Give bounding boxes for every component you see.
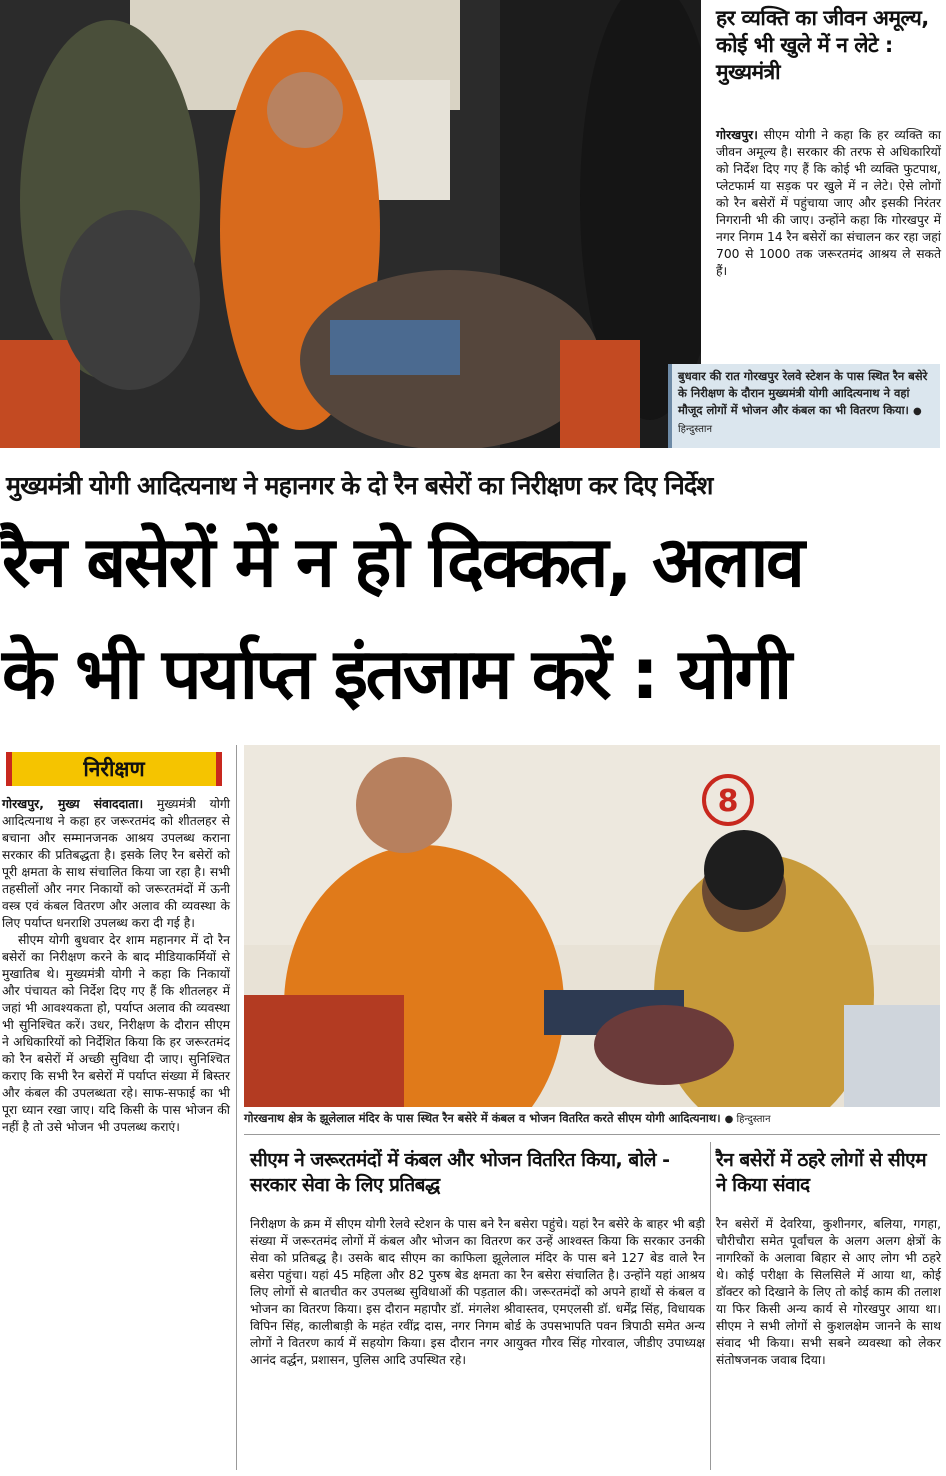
second-photo [244,745,940,1107]
caption-divider [244,1134,940,1135]
second-caption-credit: ● हिन्दुस्तान [724,1114,771,1125]
column-divider-left [236,745,237,1470]
second-caption-text: गोरखनाथ क्षेत्र के झूलेलाल मंदिर के पास स्थित रैन बसेरे में कंबल व भोजन वितरित करते सीएम योगी आदित्यनाथ। [244,1111,721,1125]
left-column-body [2,796,230,1136]
second-photo-illustration [244,745,940,1107]
top-caption-text: बुधवार की रात गोरखपुर रेलवे स्टेशन के पास स्थित रैन बसेरे के निरीक्षण के दौरान मुख्यमंत्री योगी आदित्यनाथ ने वहां मौजूद लोगों में भोजन और कंबल का भी वितरण किया। [678,369,928,417]
main-headline-line2: के भी पर्याप्त इंतजाम करें : योगी [2,633,790,715]
story2-body: निरीक्षण के क्रम में सीएम योगी रेलवे स्टेशन के पास बने रैन बसेरा पहुंचे। यहां रैन बसेरे के बाहर भी बड़ी संख्या में जरूरतमंद लोगों में कंबल और भोजन का वितरण कर उन्हें आश्वस्त किया कि सरकार उनकी सेवा को प्रतिबद्ध है। उसके बाद सीएम का काफिला झूलेलाल मंदिर के पास बने 127 बेड वाले रैन बसेरा पहुंचा। यहां 45 महिला और 82 पुरुष बेड क्षमता का रैन बसेरा संचालित है। उन्होंने यहां आश्रय लिए लोगों से बातचीत कर उपलब्ध सुविधाओं की पड़ताल की। जरूरतमंदों को अपने हाथों से कंबल व भोजन का वितरण किया। इस दौरान महापौर डॉ. मंगलेश श्रीवास्तव, एमएलसी डॉ. धर्मेंद्र सिंह, विधायक विपिन सिंह, कालीबाड़ी के महंत रवींद्र दास, नगर निगम बोर्ड के उपसभापति पवन त्रिपाठी समेत अन्य लोगों ने वितरण कार्य में सहयोग किया। इस दौरान नगर आयुक्त गौरव सिंह गोरवाल, जीडीए उपाध्यक्ष आनंद वर्द्धन, प्रशासन, पुलिस आदि उपस्थित रहे। [250,1217,705,1367]
left-dateline: गोरखपुर, मुख्य संवाददाता। [2,797,144,811]
main-kicker: मुख्यमंत्री योगी आदित्यनाथ ने महानगर के दो रैन बसेरों का निरीक्षण कर दिए निर्देश [6,471,713,500]
top-photo-caption [668,364,940,448]
story2-headline: सीएम ने जरूरतमंदों में कंबल और भोजन वितरित किया, बोले - सरकार सेवा के लिए प्रतिबद्ध [250,1149,670,1196]
top-photo [0,0,701,448]
story3-body: रैन बसेरों में देवरिया, कुशीनगर, बलिया, गगहा, चौरीचौरा समेत पूर्वांचल के अलग अलग क्षेत्रों के नागरिकों के अलावा बिहार से आए लोग भी ठहरे थे। कोई परीक्षा के सिलसिले में आया था, कोई डॉक्टर को दिखाने के लिए तो कोई काम की तलाश या फिर किसी अन्य कार्य से गोरखपुर आया था। सीएम ने सभी लोगों से कुशलक्षेम जानने के साथ संवाद भी किया। सभी सबने व्यवस्था को लेकर संतोषजनक जवाब दिया। [716,1217,941,1367]
room-number-label: 8 [717,784,739,819]
left-para1: मुख्यमंत्री योगी आदित्यनाथ ने कहा हर जरूरतमंद को शीतलहर से बचाना और सम्मानजनक आश्रय उपलब्ध कराना सरकार की प्रतिबद्धता है। इसके लिए रैन बसेरों को पूरी क्षमता के साथ संचालित किया जा रहा है। सभी तहसीलों और नगर निकायों को जरूरतमंदों में ऊनी वस्त्र एवं कंबल वितरण और अलाव की व्यवस्था के लिए पर्याप्त धनराशि उपलब्ध करा दी गई है। [2,797,230,930]
top-caption-credit: ● हिन्दुस्तान [678,406,922,435]
story3-headline: रैन बसेरों में ठहरे लोगों से सीएम ने किया संवाद [716,1149,927,1196]
column-divider-right [710,1142,711,1470]
main-headline-line1: रैन बसेरों में न हो दिक्कत, अलाव [2,521,803,603]
top-story-body [716,127,941,280]
top-photo-illustration [0,0,701,448]
left-para2: सीएम योगी बुधवार देर शाम महानगर में दो रैन बसेरों का निरीक्षण करने के बाद मीडियाकर्मियों से मुखातिब थे। मुख्यमंत्री योगी ने कहा कि निकायों और पंचायत को निर्देश दिए गए हैं कि शीतलहर में जहां भी आवश्यकता हो, पर्याप्त अलाव की व्यवस्था भी सुनिश्चित करें। उधर, निरीक्षण के दौरान सीएम ने अधिकारियों को निर्देशित किया कि हर जरूरतमंद को रैन बसेरों में अच्छी सुविधा दी जाए। सुनिश्चित कराए कि सभी रैन बसेरों में पर्याप्त संख्या में बिस्तर और कंबल की उपलब्धता रहे। साफ-सफाई का भी पूरा ध्यान रखा जाए। यदि किसी के पास भोजन की नहीं है तो उसे भोजन भी उपलब्ध कराएं। [2,933,230,1134]
top-story-text: सीएम योगी ने कहा कि हर व्यक्ति का जीवन अमूल्य है। सरकार की तरफ से अधिकारियों को निर्देश दिए गए हैं कि कोई भी व्यक्ति फुटपाथ, प्लेटफार्म या सड़क पर खुले में न लेटे। ऐसे लोगों को रैन बसेरों में पहुंचाया जाए और इसकी निरंतर निगरानी भी की जाए। उन्होंने कहा कि गोरखपुर में नगर निगम 14 रैन बसेरों का संचालन कर रहा जहां 700 से 1000 तक जरूरतमंद आश्रय ले सकते हैं। [716,128,941,278]
top-story-headline: हर व्यक्ति का जीवन अमूल्य, कोई भी खुले में न लेटे : मुख्यमंत्री [716,6,929,84]
section-tag: निरीक्षण [6,752,222,786]
top-story-dateline: गोरखपुर। [716,128,758,142]
second-photo-caption [244,1110,940,1128]
